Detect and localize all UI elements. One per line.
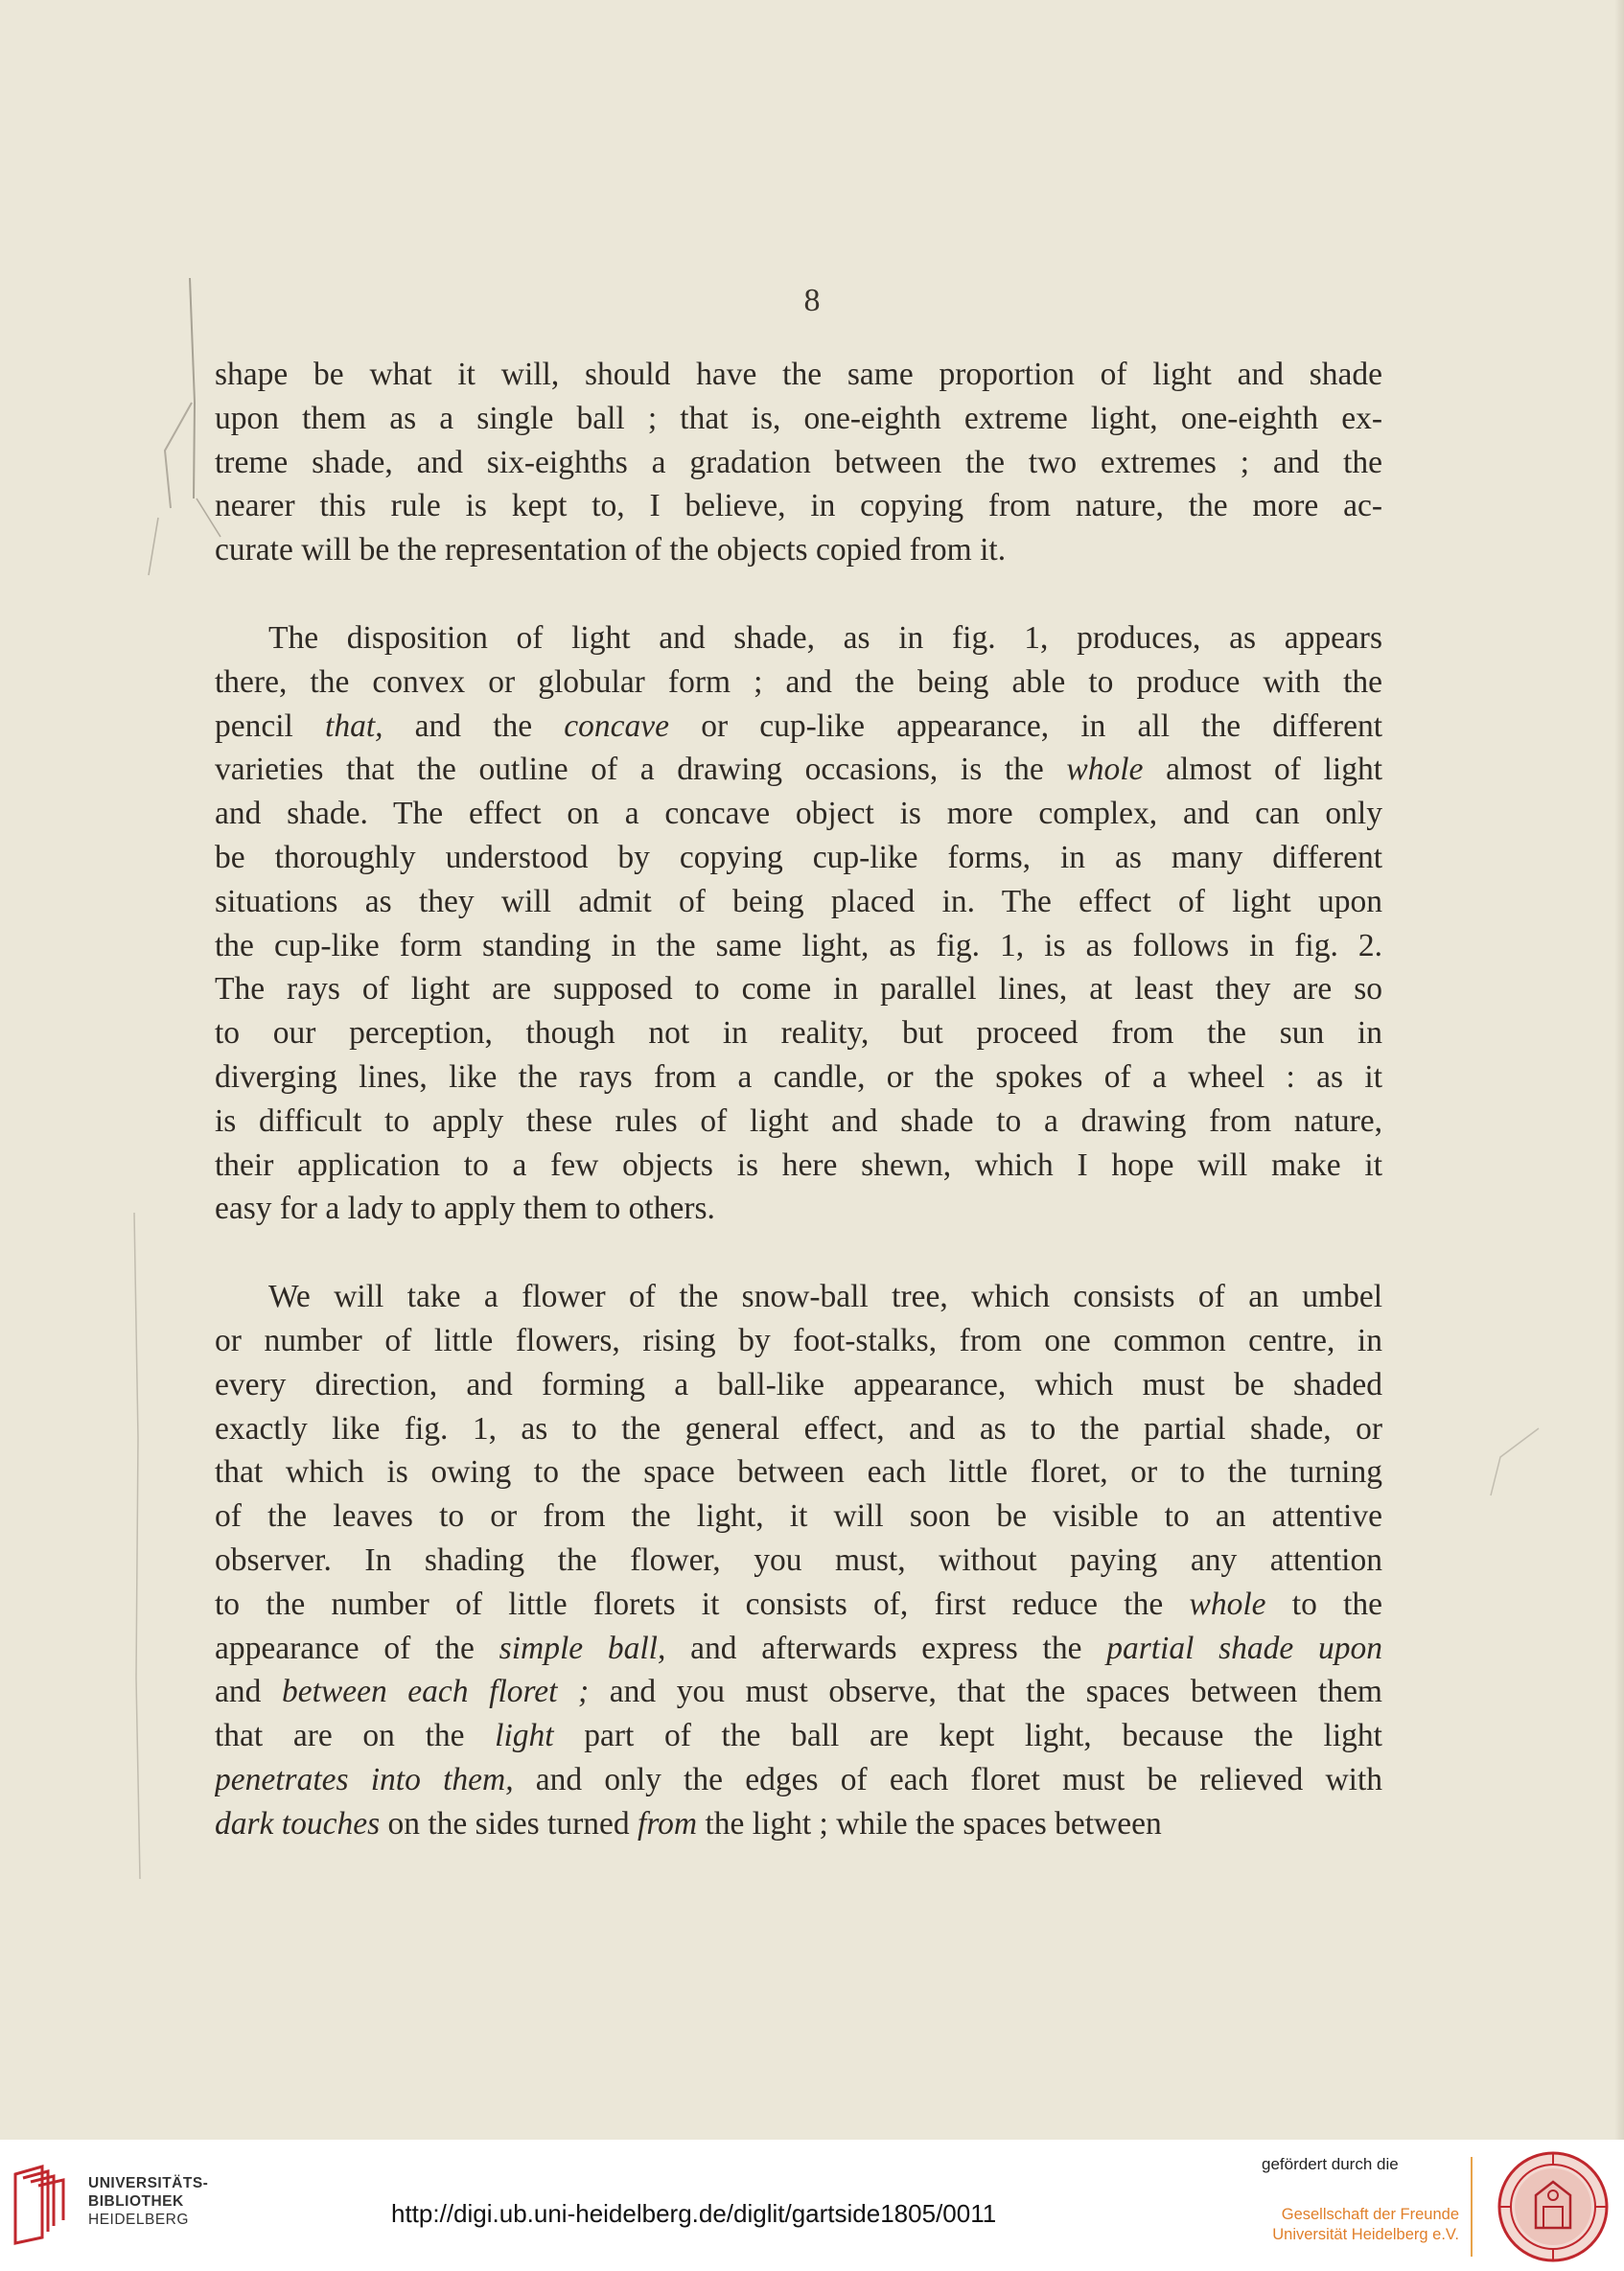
ub-heidelberg-logo-icon	[10, 2165, 71, 2245]
text-line	[215, 353, 1382, 397]
text-segment: that are on the	[215, 1718, 496, 1754]
text-segment: and afterwards express the	[665, 1630, 1107, 1666]
text-segment: treme shade, and six-eighths a gradation between the two extremes ; and the	[215, 444, 1382, 480]
text-segment: The rays of light are supposed to come in parallel lines, at least they are so	[215, 971, 1382, 1008]
sponsor-divider	[1471, 2157, 1473, 2257]
text-line	[215, 1714, 1382, 1758]
text-segment: that which is owing to the space between each little floret, or to the turning	[215, 1454, 1382, 1491]
text-segment: The disposition of light and shade, as in fig. 1, produces, as appears	[268, 619, 1382, 656]
italic-text: light	[495, 1718, 554, 1754]
sponsor-label: gefördert durch die	[1262, 2155, 1399, 2173]
paragraph	[215, 616, 1382, 1231]
text-line	[215, 397, 1382, 441]
text-line	[215, 967, 1382, 1011]
text-segment: and the	[383, 707, 565, 744]
text-line	[215, 1100, 1382, 1144]
text-line	[215, 1144, 1382, 1188]
italic-text: that,	[325, 707, 383, 744]
text-segment: curate will be the representation of the objects copied from it.	[215, 532, 1007, 568]
text-segment: easy for a lady to apply them to others.	[215, 1191, 715, 1227]
page-edge-shadow	[1614, 0, 1624, 2140]
text-line	[215, 748, 1382, 792]
text-segment: appearance of the	[215, 1630, 499, 1666]
italic-text: dark touches	[215, 1805, 381, 1842]
library-name-line2: BIBLIOTHEK	[88, 2193, 184, 2210]
text-segment: observer. In shading the flower, you must, without paying any attention	[215, 1541, 1382, 1578]
paragraph	[215, 1275, 1382, 1845]
paragraph	[215, 353, 1382, 572]
text-line	[215, 1670, 1382, 1714]
text-segment: to our perception, though not in reality, but proceed from the sun in	[215, 1015, 1382, 1052]
text-segment: on the sides turned	[380, 1805, 638, 1842]
text-segment: part of the ball are kept light, because the light	[553, 1718, 1382, 1754]
text-segment: shape be what it will, should have the same proportion of light and shade	[215, 357, 1382, 392]
text-line	[215, 484, 1382, 528]
text-line	[215, 705, 1382, 749]
text-line	[215, 1055, 1382, 1100]
italic-text: partial shade upon	[1106, 1630, 1382, 1666]
page-number: 8	[803, 283, 821, 318]
text-line	[215, 441, 1382, 485]
text-segment: or cup-like appearance, in all the different	[669, 707, 1382, 744]
text-line	[215, 1011, 1382, 1055]
text-line	[215, 1275, 1382, 1319]
text-segment: upon them as a single ball ; that is, one-eighth extreme light, one-eighth ex-	[215, 400, 1382, 436]
italic-text: whole	[1066, 752, 1144, 788]
text-segment: and	[215, 1674, 282, 1710]
text-line	[215, 1319, 1382, 1363]
text-segment: diverging lines, like the rays from a candle, or the spokes of a wheel : as it	[215, 1058, 1382, 1095]
italic-text: concave	[564, 707, 670, 744]
text-segment: or number of little flowers, rising by foot-stalks, from one common centre, in	[215, 1322, 1382, 1358]
text-segment: every direction, and forming a ball-like appearance, which must be shaded	[215, 1366, 1382, 1402]
document-url[interactable]: http://digi.ub.uni-heidelberg.de/diglit/gartside1805/0011	[391, 2199, 997, 2228]
text-segment: the light ; while the spaces between	[697, 1805, 1162, 1842]
text-segment: the cup-like form standing in the same light, as fig. 1, is as follows in fig. 2.	[215, 927, 1382, 963]
text-line	[215, 1627, 1382, 1671]
italic-text: from	[638, 1805, 698, 1842]
text-line	[215, 1495, 1382, 1539]
text-segment: of the leaves to or from the light, it will soon be visible to an attentive	[215, 1498, 1382, 1535]
text-line	[215, 660, 1382, 705]
italic-text: whole	[1189, 1586, 1266, 1622]
text-line	[215, 924, 1382, 968]
text-line	[215, 1187, 1382, 1231]
text-segment: to the	[1265, 1586, 1382, 1622]
text-segment: is difficult to apply these rules of light and shade to a drawing from nature,	[215, 1102, 1382, 1139]
text-line	[215, 1758, 1382, 1802]
text-segment: their application to a few objects is here shewn, which I hope will make it	[215, 1147, 1382, 1183]
italic-text: simple ball,	[499, 1630, 666, 1666]
italic-text: between each floret ;	[281, 1674, 590, 1710]
text-line	[215, 1539, 1382, 1583]
text-line	[215, 1407, 1382, 1451]
text-segment: and shade. The effect on a concave object is more complex, and can only	[215, 796, 1382, 832]
text-segment: there, the convex or globular form ; and the being able to produce with the	[215, 663, 1382, 700]
footer-bar	[0, 2140, 1624, 2271]
text-segment: and you must observe, that the spaces between them	[589, 1674, 1382, 1710]
text-segment: varieties that the outline of a drawing occasions, is the	[215, 752, 1067, 788]
text-line	[215, 792, 1382, 836]
italic-text: penetrates into them,	[215, 1761, 514, 1797]
library-name	[88, 2174, 208, 2229]
text-segment: almost of light	[1143, 752, 1382, 788]
sponsor-name	[1252, 2205, 1459, 2245]
sponsor-name-line1: Gesellschaft der Freunde	[1281, 2206, 1459, 2223]
text-line	[215, 880, 1382, 924]
page-text	[215, 353, 1382, 1846]
text-segment: exactly like fig. 1, as to the general effect, and as to the partial shade, or	[215, 1410, 1382, 1447]
text-line	[215, 1363, 1382, 1407]
text-segment: situations as they will admit of being placed in. The effect of light upon	[215, 883, 1382, 919]
text-line	[215, 1450, 1382, 1495]
library-name-line1: UNIVERSITÄTS-	[88, 2175, 209, 2191]
university-seal-icon	[1496, 2149, 1611, 2264]
text-line	[215, 836, 1382, 880]
text-line	[215, 1802, 1382, 1846]
text-segment: nearer this rule is kept to, I believe, in copying from nature, the more ac-	[215, 488, 1382, 524]
text-line	[215, 528, 1382, 572]
text-segment: pencil	[215, 707, 326, 744]
text-segment: to the number of little florets it consists of, first reduce the	[215, 1586, 1190, 1622]
text-segment: be thoroughly understood by copying cup-like forms, in as many different	[215, 839, 1382, 875]
text-line	[215, 1583, 1382, 1627]
text-segment: We will take a flower of the snow-ball tree, which consists of an umbel	[268, 1279, 1382, 1315]
text-line	[215, 616, 1382, 660]
library-name-line3: HEIDELBERG	[88, 2212, 189, 2228]
sponsor-name-line2: Universität Heidelberg e.V.	[1272, 2226, 1459, 2243]
text-segment: and only the edges of each floret must be relieved with	[513, 1761, 1382, 1797]
